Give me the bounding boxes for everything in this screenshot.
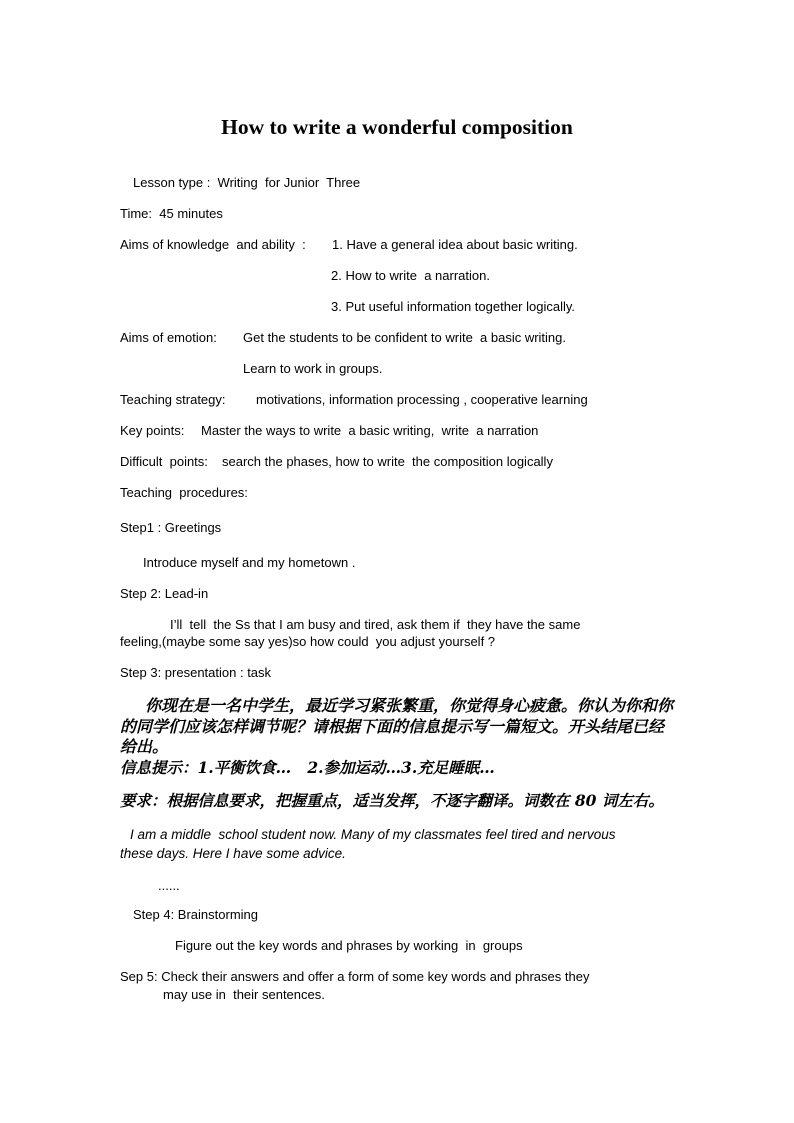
step3-heading: Step 3: presentation : task — [120, 665, 272, 680]
task-prompt-line: 的同学们应该怎样调节呢？请根据下面的信息提示写一篇短文。开头结尾已经 — [120, 717, 665, 736]
teaching-strategy-value: motivations, information processing , cooperative learning — [256, 392, 588, 407]
aims-knowledge-item: 1. Have a general idea about basic writing. — [332, 237, 578, 252]
task-ellipsis: ...... — [158, 878, 180, 893]
aims-knowledge-item: 2. How to write a narration. — [331, 268, 490, 283]
aims-emotion-label: Aims of emotion: — [120, 330, 217, 345]
aims-knowledge-label: Aims of knowledge and ability : — [120, 237, 306, 252]
step4-heading: Step 4: Brainstorming — [133, 907, 259, 922]
task-requirements: 要求：根据信息要求，把握重点，适当发挥，不逐字翻译。词数在 80 词左右。 — [120, 791, 664, 810]
task-opening-line: I am a middle school student now. Many of my classmates feel tired and nervous — [130, 827, 616, 842]
difficult-points-label: Difficult points: — [120, 454, 208, 469]
key-points-value: Master the ways to write a basic writing, write a narration — [201, 423, 539, 438]
step5-text: may use in their sentences. — [163, 987, 325, 1002]
step1-heading: Step1 : Greetings — [120, 520, 222, 535]
step2-text: feeling,(maybe some say yes)so how could you adjust yourself ? — [120, 634, 496, 649]
lesson-time: Time: 45 minutes — [120, 206, 223, 221]
teaching-procedures-heading: Teaching procedures: — [120, 485, 248, 500]
aims-emotion-item: Get the students to be confident to write a basic writing. — [243, 330, 567, 345]
lesson-type: Lesson type : Writing for Junior Three — [133, 175, 361, 190]
difficult-points-value: search the phases, how to write the composition logically — [222, 454, 553, 469]
task-hints: 信息提示：1.平衡饮食… 2.参加运动…3.充足睡眠… — [120, 758, 495, 777]
aims-emotion-item: Learn to work in groups. — [243, 361, 383, 376]
task-opening-line: these days. Here I have some advice. — [120, 846, 346, 861]
task-prompt-line: 你现在是一名中学生，最近学习紧张繁重，你觉得身心疲惫。你认为你和你 — [145, 696, 674, 715]
step5-heading: Sep 5: Check their answers and offer a form of some key words and phrases they — [120, 969, 590, 984]
step4-text: Figure out the key words and phrases by working in groups — [175, 938, 523, 953]
step1-text: Introduce myself and my hometown . — [143, 555, 356, 570]
step2-text: I’ll tell the Ss that I am busy and tired, ask them if they have the same — [170, 617, 581, 632]
task-prompt-line: 给出。 — [120, 737, 169, 756]
key-points-label: Key points: — [120, 423, 185, 438]
teaching-strategy-label: Teaching strategy: — [120, 392, 226, 407]
step2-heading: Step 2: Lead-in — [120, 586, 209, 601]
document-title: How to write a wonderful composition — [221, 115, 573, 139]
aims-knowledge-item: 3. Put useful information together logically. — [331, 299, 576, 314]
